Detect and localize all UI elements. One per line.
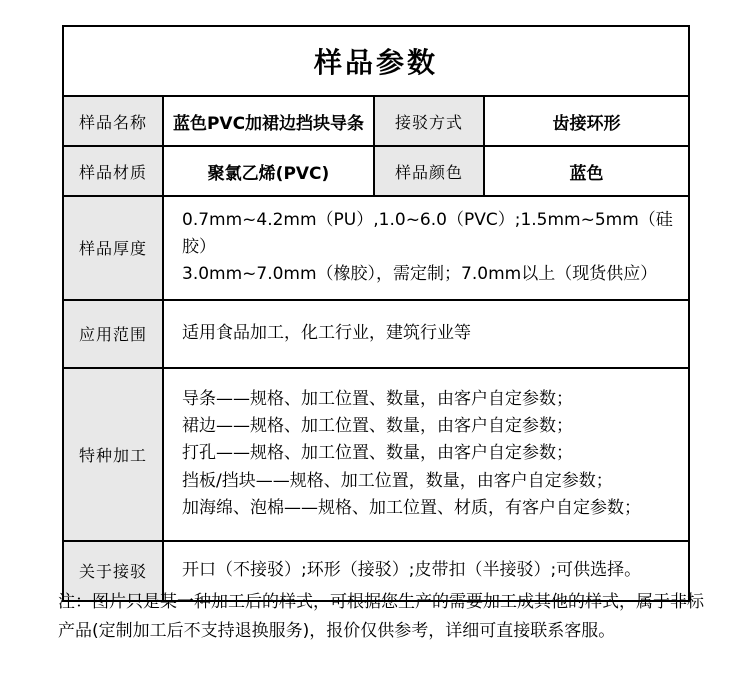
value-sample-material: 聚氯乙烯(PVC) — [163, 146, 374, 196]
row-name-joint — [63, 96, 689, 146]
special-line-3: 打孔——规格、加工位置、数量，由客户自定参数； — [182, 443, 573, 464]
label-sample-material: 样品材质 — [63, 146, 163, 196]
special-line-1: 导条——规格、加工位置、数量，由客户自定参数； — [182, 389, 573, 410]
value-about-joint: 开口（不接驳）;环形（接驳）;皮带扣（半接驳）;可供选择。 — [163, 541, 689, 601]
label-application-scope: 应用范围 — [63, 300, 163, 368]
value-application-scope: 适用食品加工，化工行业，建筑行业等 — [163, 300, 689, 368]
spec-table — [62, 25, 690, 602]
label-about-joint: 关于接驳 — [63, 541, 163, 601]
label-sample-color: 样品颜色 — [374, 146, 484, 196]
row-material-color — [63, 146, 689, 196]
label-joint-method: 接驳方式 — [374, 96, 484, 146]
special-line-4: 挡板/挡块——规格、加工位置，数量，由客户自定参数； — [182, 470, 613, 491]
special-line-5: 加海绵、泡棉——规格、加工位置、材质，有客户自定参数； — [182, 497, 641, 518]
table-title: 样品参数 — [63, 26, 689, 96]
value-sample-name: 蓝色PVC加裙边挡块导条 — [163, 96, 374, 146]
value-sample-thickness — [163, 196, 689, 300]
row-application — [63, 300, 689, 368]
row-special-processing — [63, 368, 689, 541]
label-sample-name: 样品名称 — [63, 96, 163, 146]
value-joint-method: 齿接环形 — [484, 96, 689, 146]
row-thickness — [63, 196, 689, 300]
label-special-processing: 特种加工 — [63, 368, 163, 541]
value-sample-color: 蓝色 — [484, 146, 689, 196]
footnote: 注：图片只是某一种加工后的样式，可根据您生产的需要加工成其他的样式，属于非标产品(定制加工后不支持退换服务)，报价仅供参考，详细可直接联系客服。 — [58, 592, 704, 641]
thickness-line-1: 0.7mm~4.2mm（PU）,1.0~6.0（PVC）;1.5mm~5mm（硅胶） — [182, 210, 673, 258]
label-sample-thickness: 样品厚度 — [63, 196, 163, 300]
thickness-line-2: 3.0mm~7.0mm（橡胶），需定制；7.0mm以上（现货供应） — [182, 264, 658, 285]
special-line-2: 裙边——规格、加工位置、数量，由客户自定参数； — [182, 416, 573, 437]
title-row — [63, 26, 689, 96]
value-special-processing — [163, 368, 689, 541]
